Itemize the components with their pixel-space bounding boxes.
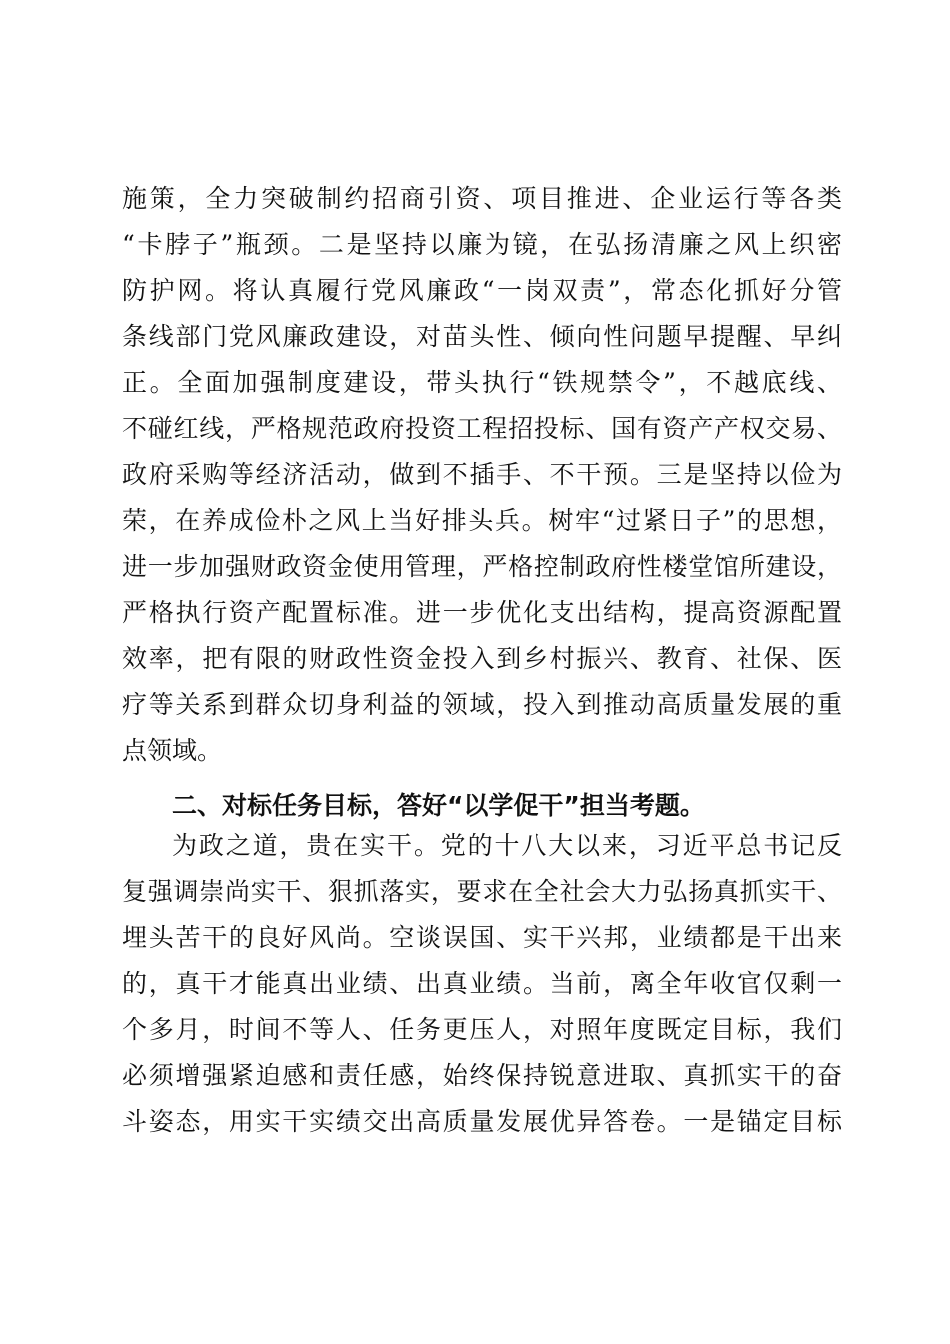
text-line: 个多月，时间不等人、任务更压人，对照年度既定目标，我们 [122,1015,842,1044]
text-line: 疗等关系到群众切身利益的领域，投入到推动高质量发展的重 [122,690,842,719]
text-line: 点领域。 [122,736,223,765]
text-line: 必须增强紧迫感和责任感，始终保持锐意进取、真抓实干的奋 [122,1061,842,1090]
section-heading-text: 二、对标任务目标，答好“以学促干”担当考题。 [172,791,705,820]
text-line: 不碰红线，严格规范政府投资工程招投标、国有资产产权交易、 [122,414,842,443]
text-line: 严格执行资产配置标准。进一步优化支出结构，提高资源配置 [122,598,842,627]
text-line: 的，真干才能真出业绩、出真业绩。当前，离全年收官仅剩一 [122,969,842,998]
paragraph-integrity [122,176,842,774]
text-line: 荣，在养成俭朴之风上当好排头兵。树牢“过紧日子”的思想， [122,506,842,535]
text-line: 施策，全力突破制约招商引资、项目推进、企业运行等各类 [122,184,842,213]
text-line: 效率，把有限的财政性资金投入到乡村振兴、教育、社保、医 [122,644,842,673]
text-line: 正。全面加强制度建设，带头执行“铁规禁令”，不越底线、 [122,368,842,397]
text-line: 斗姿态，用实干实绩交出高质量发展优异答卷。一是锚定目标 [122,1107,842,1136]
text-line: 政府采购等经济活动，做到不插手、不干预。三是坚持以俭为 [122,460,842,489]
text-line: 条线部门党风廉政建设，对苗头性、倾向性问题早提醒、早纠 [122,322,842,351]
text-line: 进一步加强财政资金使用管理，严格控制政府性楼堂馆所建设， [122,552,842,581]
text-line: “卡脖子”瓶颈。二是坚持以廉为镜，在弘扬清廉之风上织密 [122,230,842,259]
text-line: 埋头苦干的良好风尚。空谈误国、实干兴邦，业绩都是干出来 [122,923,842,952]
text-line: 复强调崇尚实干、狠抓落实，要求在全社会大力弘扬真抓实干、 [122,877,842,906]
text-line: 为政之道，贵在实干。党的十八大以来，习近平总书记反 [172,831,842,860]
paragraph-practical-work [122,823,842,1145]
text-line: 防护网。将认真履行党风廉政“一岗双责”，常态化抓好分管 [122,276,842,305]
